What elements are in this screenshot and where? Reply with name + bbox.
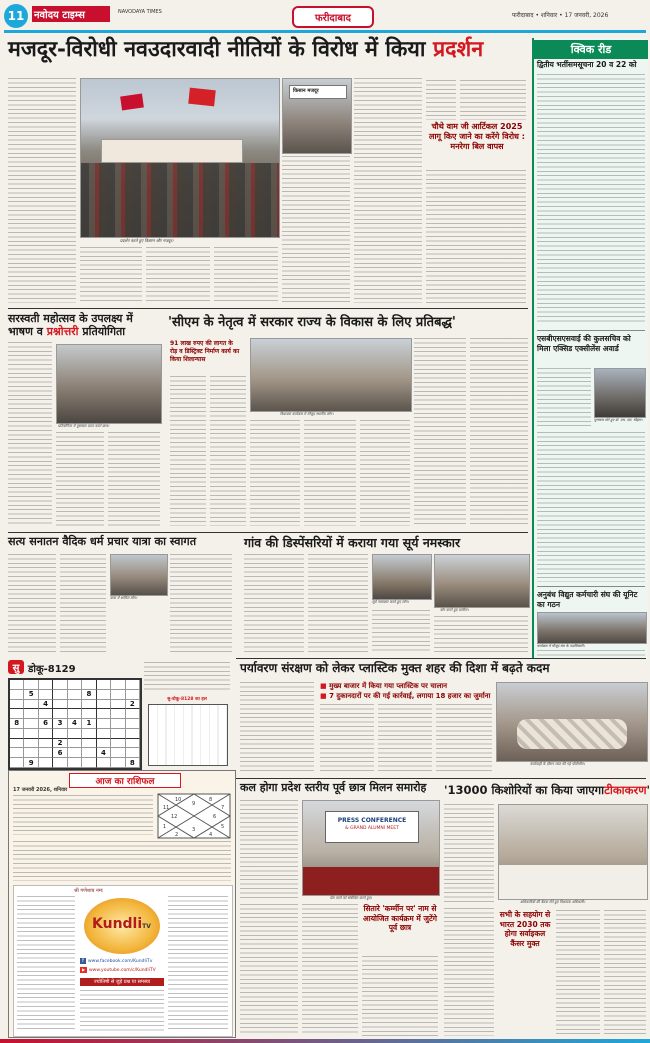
cm-headline: 'सीएम के नेतृत्व में सरकार राज्य के विकास के लिए प्रतिबद्ध'	[168, 315, 456, 330]
main-story-column-8	[460, 80, 526, 120]
sudoku-cell[interactable]	[126, 729, 140, 739]
kundli-house-number: 7	[221, 805, 225, 811]
press-table	[303, 867, 439, 895]
sudoku-cell[interactable]	[97, 758, 111, 768]
section-divider-1	[8, 308, 528, 309]
sudoku-cell[interactable]	[111, 748, 125, 758]
sudoku-cell[interactable]: 8	[82, 690, 96, 700]
sudoku-cell[interactable]	[53, 700, 67, 710]
ad-middle-text	[80, 990, 164, 1032]
sudoku-cell[interactable]: 4	[39, 700, 53, 710]
quick-read-item3-headline: अनुबंध विद्युत कर्मचारी संघ की यूनिट का गठन	[537, 590, 638, 609]
sudoku-solution-title: सु-डोकू-8128 का हल	[167, 697, 207, 702]
kundli-house-number: 12	[171, 814, 178, 820]
kundli-house-number: 11	[163, 805, 170, 811]
vaccine-headline-text: '13000 किशोरियों का किया जाएगा	[444, 783, 605, 797]
surya-column-2	[308, 554, 368, 652]
sudoku-cell[interactable]	[10, 748, 24, 758]
quick-read-item3-text	[537, 650, 645, 658]
plastic-bullet-2-text: 7 दुकानदारों पर की गई कार्रवाई, लगाया 18 हजार का जुर्माना	[329, 692, 491, 700]
poorvachha-column-3	[302, 904, 358, 1036]
satya-column-2	[60, 554, 106, 652]
protest-flag-2	[188, 88, 216, 107]
sudoku-cell[interactable]	[126, 719, 140, 729]
cm-column-4	[304, 420, 356, 526]
ad-facebook[interactable]	[80, 958, 152, 964]
saraswati-caption: प्रतियोगिता में पुरस्कार प्राप्त करते छात्र।	[58, 424, 110, 428]
sudoku-cell[interactable]	[111, 690, 125, 700]
plastic-column-2	[320, 704, 374, 774]
sudoku-cell[interactable]	[24, 719, 38, 729]
cm-caption: विधायक कार्यक्रम में मौजूद स्थानीय लोग।	[280, 412, 334, 416]
main-story-column-3	[146, 247, 210, 303]
cm-column-2	[210, 376, 246, 526]
quick-read-item1-headline: द्वितीय भर्तीसमसूचना 20 व 22 को	[537, 60, 637, 69]
sudoku-cell[interactable]	[24, 739, 38, 749]
quick-read-item3-caption: कार्यक्रम में मौजूद संघ के पदाधिकारी।	[537, 644, 585, 648]
sudoku-cell[interactable]: 8	[10, 719, 24, 729]
sudoku-cell[interactable]	[68, 709, 82, 719]
saraswati-headline-end: प्रतियोगिता	[82, 325, 126, 338]
poorvachha-caption: प्रेस वार्ता को संबोधित करते हुए।	[330, 896, 372, 900]
quick-read-title: क्विक रीड	[534, 40, 648, 59]
masthead	[0, 0, 650, 36]
plastic-column-4	[436, 704, 492, 774]
sudoku-cell[interactable]	[97, 709, 111, 719]
saraswati-headline-accent: प्रश्नोत्तरी	[46, 325, 79, 338]
poorvachha-column-4	[362, 956, 438, 1036]
sudoku-cell[interactable]	[126, 739, 140, 749]
sudoku-cell[interactable]	[24, 729, 38, 739]
kundli-house-number: 5	[221, 824, 225, 830]
vaccine-headline	[444, 783, 650, 797]
main-story-column-5	[282, 156, 350, 303]
sudoku-cell[interactable]	[97, 700, 111, 710]
sudoku-cell[interactable]	[68, 690, 82, 700]
kundli-house-number: 10	[175, 797, 182, 803]
ad-youtube-link: www.youtube.com/c/KundliTV	[89, 968, 156, 973]
sudoku-cell[interactable]	[10, 729, 24, 739]
press-banner-sub: & GRAND ALUMNI MEET	[345, 826, 399, 831]
sudoku-cell[interactable]	[39, 748, 53, 758]
sudoku-cell[interactable]: 5	[24, 690, 38, 700]
saraswati-column-1	[8, 342, 52, 527]
sudoku-cell[interactable]	[68, 729, 82, 739]
sudoku-cell[interactable]	[53, 709, 67, 719]
ad-brand-suffix: TV	[142, 923, 151, 930]
quick-read-item2-photo	[594, 368, 646, 418]
saraswati-photo	[56, 344, 162, 424]
brand-name-small: NAVODAYA TIMES	[118, 9, 162, 15]
photo-2-banner-text: किसान मजदूर	[293, 88, 319, 94]
horoscope-panchang	[13, 795, 153, 835]
main-story-column-2	[80, 247, 142, 303]
sudoku-cell[interactable]	[82, 748, 96, 758]
sudoku-cell[interactable]	[97, 719, 111, 729]
masthead-rule	[4, 30, 646, 33]
quick-read-item2-caption: पुरस्कार लेते हुए डॉ. एस. एल. चौहान।	[594, 418, 643, 422]
sudoku-cell[interactable]	[24, 748, 38, 758]
kundli-house-number: 9	[192, 801, 196, 807]
poorvachha-headline: कल होगा प्रदेश स्तरीय पूर्व छात्र मिलन समारोह	[240, 781, 427, 794]
poorvachha-column-1	[240, 800, 298, 898]
quick-read-box	[532, 38, 648, 658]
sudoku-cell[interactable]	[82, 709, 96, 719]
sudoku-cell[interactable]	[97, 739, 111, 749]
sudoku-cell[interactable]	[39, 680, 53, 690]
sudoku-cell[interactable]	[39, 758, 53, 768]
sudoku-cell[interactable]: 1	[82, 719, 96, 729]
sudoku-cell[interactable]	[82, 729, 96, 739]
sudoku-solution-grid	[148, 704, 228, 766]
satya-caption: यात्रा में शामिल लोग।	[110, 596, 138, 600]
plastic-bullet-2	[320, 692, 490, 701]
main-photo-caption: प्रदर्शन करते हुए किसान और मजदूर।	[120, 238, 174, 243]
seized-polythene	[517, 719, 627, 749]
kundli-house-number: 4	[209, 832, 213, 838]
kundli-numbers	[157, 793, 231, 839]
plastic-column-3	[378, 704, 432, 774]
cm-subhead: 91 लाख रुपए की लागत के रोड़ व डिस्ट्रिक्ट निर्माण कार्य का किया शिलान्यास	[170, 340, 240, 363]
footer-bar	[0, 1039, 650, 1043]
city-name: फरीदाबाद	[315, 13, 351, 24]
poorvachha-column-2	[240, 904, 298, 1036]
sudoku-cell[interactable]	[82, 758, 96, 768]
main-story-column-9	[426, 170, 526, 303]
sudoku-instructions	[144, 662, 230, 692]
kundli-house-number: 8	[209, 797, 213, 803]
sudoku-cell[interactable]	[126, 748, 140, 758]
sudoku-cell[interactable]	[68, 700, 82, 710]
sudoku-cell[interactable]	[39, 690, 53, 700]
sudoku-cell[interactable]	[68, 758, 82, 768]
sudoku-cell[interactable]	[111, 700, 125, 710]
vaccine-column-3	[556, 910, 600, 1036]
section-divider-3	[236, 658, 646, 659]
sudoku-cell[interactable]	[97, 690, 111, 700]
main-story-photo-2	[282, 78, 352, 154]
sudoku-cell[interactable]: 3	[53, 719, 67, 729]
sudoku-cell[interactable]: 6	[53, 748, 67, 758]
sudoku-cell[interactable]	[126, 690, 140, 700]
plastic-bullet-1	[320, 682, 447, 691]
quick-read-item3-photo	[537, 612, 647, 644]
ad-youtube[interactable]	[80, 967, 156, 973]
sudoku-cell[interactable]	[53, 758, 67, 768]
sudoku-cell[interactable]	[82, 739, 96, 749]
sudoku-cell[interactable]: 4	[97, 748, 111, 758]
vaccine-photo	[498, 804, 648, 900]
ad-cta: ज्योतिषी से जुड़े प्रश्न या समस्या	[80, 978, 164, 986]
poorvachha-pullquote: सितारे 'कर्म्मीन पर' नाम से आयोजित कार्यक्रम में जुटेंगे पूर्व छात्र	[363, 904, 437, 932]
sudoku-cell[interactable]	[111, 680, 125, 690]
sudoku-grid[interactable]	[8, 678, 142, 770]
surya-column-4	[434, 616, 528, 652]
sudoku-cell[interactable]	[10, 700, 24, 710]
satya-column-3	[170, 554, 232, 652]
sudoku-title: डोकू-8129	[28, 664, 76, 675]
sudoku-cell[interactable]	[111, 719, 125, 729]
main-story-column-7	[426, 80, 456, 120]
sudoku-cell[interactable]	[111, 758, 125, 768]
quick-read-item2-text	[537, 368, 591, 428]
main-story-column-4	[214, 247, 278, 303]
sudoku-cell[interactable]	[111, 709, 125, 719]
horoscope-rashi-grid	[13, 841, 231, 881]
ad-brand	[92, 916, 151, 932]
sudoku-cell[interactable]	[111, 729, 125, 739]
sudoku-cell[interactable]	[10, 709, 24, 719]
protest-banner	[101, 139, 243, 163]
saraswati-headline-text: सरस्वती महोत्सव के उपलक्ष्य में भाषण व	[8, 312, 133, 338]
horoscope-date: 17 जनवरी 2026, शनिवार	[13, 787, 68, 793]
sudoku-cell[interactable]	[10, 680, 24, 690]
ad-right-column	[168, 896, 228, 1032]
sudoku-cell[interactable]	[39, 709, 53, 719]
vaccine-column-4	[604, 910, 646, 1036]
quick-read-divider-2	[537, 586, 645, 587]
vaccine-column-1	[444, 804, 494, 904]
sudoku-cell[interactable]	[10, 739, 24, 749]
sudoku-cell[interactable]	[24, 700, 38, 710]
plastic-caption: कार्यवाही के दौरान जब्त की गई पॉलीथीन।	[530, 762, 585, 766]
section-divider-2	[8, 532, 528, 533]
sudoku-cell[interactable]	[10, 690, 24, 700]
sudoku-cell[interactable]: 4	[68, 719, 82, 729]
surya-photo-2	[434, 554, 530, 608]
cm-photo	[250, 338, 412, 412]
sudoku-section	[8, 660, 232, 766]
sudoku-cell[interactable]	[39, 729, 53, 739]
surya-caption-1: सूर्य नमस्कार करते हुए लोग।	[372, 600, 409, 604]
ad-brand-name: Kundli	[92, 916, 143, 932]
protest-flag-1	[120, 94, 144, 111]
saraswati-column-3	[108, 432, 160, 527]
plastic-headline: पर्यावरण संरक्षण को लेकर प्लास्टिक मुक्त शहर की दिशा में बढ़ते कदम	[240, 661, 550, 675]
vaccine-headline-end: '	[646, 783, 650, 797]
sudoku-cell[interactable]	[53, 680, 67, 690]
quick-read-item2-headline: एसबीएसएसवाई की कुलसचिव को मिला एक्सिड एक्सीलेंस अवार्ड	[537, 334, 631, 353]
main-headline-accent: प्रदर्शन	[432, 37, 484, 62]
plastic-column-1	[240, 682, 314, 774]
bullet-icon: ■	[320, 692, 330, 700]
sudoku-cell[interactable]: 9	[24, 758, 38, 768]
meeting-table	[499, 865, 647, 899]
kundli-ad	[13, 885, 233, 1037]
sudoku-cell[interactable]	[39, 739, 53, 749]
sudoku-cell[interactable]: 2	[126, 700, 140, 710]
sudoku-cell[interactable]	[126, 709, 140, 719]
main-headline-text: मजदूर-विरोधी नवउदारवादी नीतियों के विरोध में किया	[8, 37, 426, 62]
kundli-house-number: 1	[163, 824, 167, 830]
sudoku-cell[interactable]	[68, 680, 82, 690]
sudoku-cell[interactable]	[53, 690, 67, 700]
surya-column-1	[244, 554, 304, 652]
sudoku-cell[interactable]	[82, 680, 96, 690]
quick-read-divider-1	[537, 330, 645, 331]
sudoku-cell[interactable]	[111, 739, 125, 749]
main-story-column-1	[8, 78, 76, 303]
cm-column-5	[360, 420, 410, 526]
vaccine-caption: अधिकारियों की बैठक लेते हुए विधायक अधिकारी।	[520, 900, 586, 904]
cm-column-7	[470, 338, 528, 526]
quick-read-item1-text	[537, 74, 645, 324]
sudoku-cell[interactable]: 2	[53, 739, 67, 749]
sudoku-cell[interactable]	[24, 680, 38, 690]
sudoku-cell[interactable]	[53, 729, 67, 739]
sudoku-cell[interactable]	[10, 758, 24, 768]
vaccine-pullquote: सभी के सहयोग से भारत 2030 तक होगा सर्वाइकल कैंसर मुक्त	[499, 910, 551, 948]
page-number: 11	[7, 9, 25, 23]
horoscope-section	[8, 770, 236, 1038]
sudoku-cell[interactable]	[97, 680, 111, 690]
sudoku-cell[interactable]	[68, 739, 82, 749]
quick-read-item2-text-2	[537, 432, 645, 582]
main-headline	[8, 38, 528, 62]
ad-facebook-link: www.facebook.com/KundliTv	[88, 959, 153, 964]
protest-crowd	[81, 163, 279, 237]
plastic-bullet-1-text: मुख्य बाजार में किया गया प्लास्टिक पर चालान	[329, 682, 448, 690]
brand-name: नवोदय टाइम्स	[34, 10, 85, 21]
press-banner	[325, 811, 419, 843]
surya-photo-1	[372, 554, 432, 600]
satya-column-1	[8, 554, 56, 652]
sudoku-cell[interactable]	[68, 748, 82, 758]
cm-column-6	[414, 338, 466, 526]
sudoku-cell[interactable]	[82, 700, 96, 710]
satya-photo	[110, 554, 168, 596]
saraswati-headline	[8, 312, 158, 338]
facebook-icon: f	[80, 958, 86, 964]
saraswati-column-2	[56, 432, 104, 527]
cm-column-1	[170, 376, 206, 526]
cm-column-3	[250, 420, 300, 526]
surya-headline: गांव की डिस्पेंसरियों में कराया गया सूर्य नमस्कार	[244, 535, 461, 550]
main-story-column-6	[354, 78, 422, 303]
bullet-icon: ■	[320, 682, 330, 690]
vaccine-headline-accent: टीकाकरण	[604, 783, 647, 797]
plastic-photo	[496, 682, 648, 762]
sudoku-cell[interactable]	[24, 709, 38, 719]
horoscope-title: आज का राशिफल	[69, 773, 181, 788]
surya-column-3	[372, 610, 430, 652]
youtube-icon: ▶	[81, 967, 86, 972]
satya-headline: सत्य सनातन वैदिक धर्म प्रचार यात्रा का स्वागत	[8, 535, 197, 548]
press-banner-title: PRESS CONFERENCE	[337, 817, 407, 824]
sudoku-cell[interactable]: 8	[126, 758, 140, 768]
kundli-house-number: 6	[213, 814, 217, 820]
ad-left-column	[17, 896, 75, 1032]
kundli-house-number: 3	[192, 827, 196, 833]
sudoku-cell[interactable]: 6	[39, 719, 53, 729]
sudoku-cell[interactable]	[126, 680, 140, 690]
main-pullquote: चौथे वाम जी आर्टिकल 2025 लागू किए जाने का करेंगे विरोध : मनरेगा बिल वापस	[429, 122, 525, 151]
ad-tagline: श्री गणेशाय नमः	[74, 888, 103, 894]
kundli-house-number: 2	[175, 832, 179, 838]
vaccine-column-2	[444, 908, 494, 1036]
surya-caption-2: योग करते हुए ग्रामीण।	[440, 608, 469, 612]
sudoku-badge: सु	[8, 660, 24, 674]
sudoku-cell[interactable]	[97, 729, 111, 739]
dateline: फरीदाबाद • शनिवार • 17 जनवरी, 2026	[512, 12, 609, 19]
section-divider-4	[236, 778, 646, 779]
poorvachha-photo	[302, 800, 440, 896]
main-story-photo	[80, 78, 280, 238]
